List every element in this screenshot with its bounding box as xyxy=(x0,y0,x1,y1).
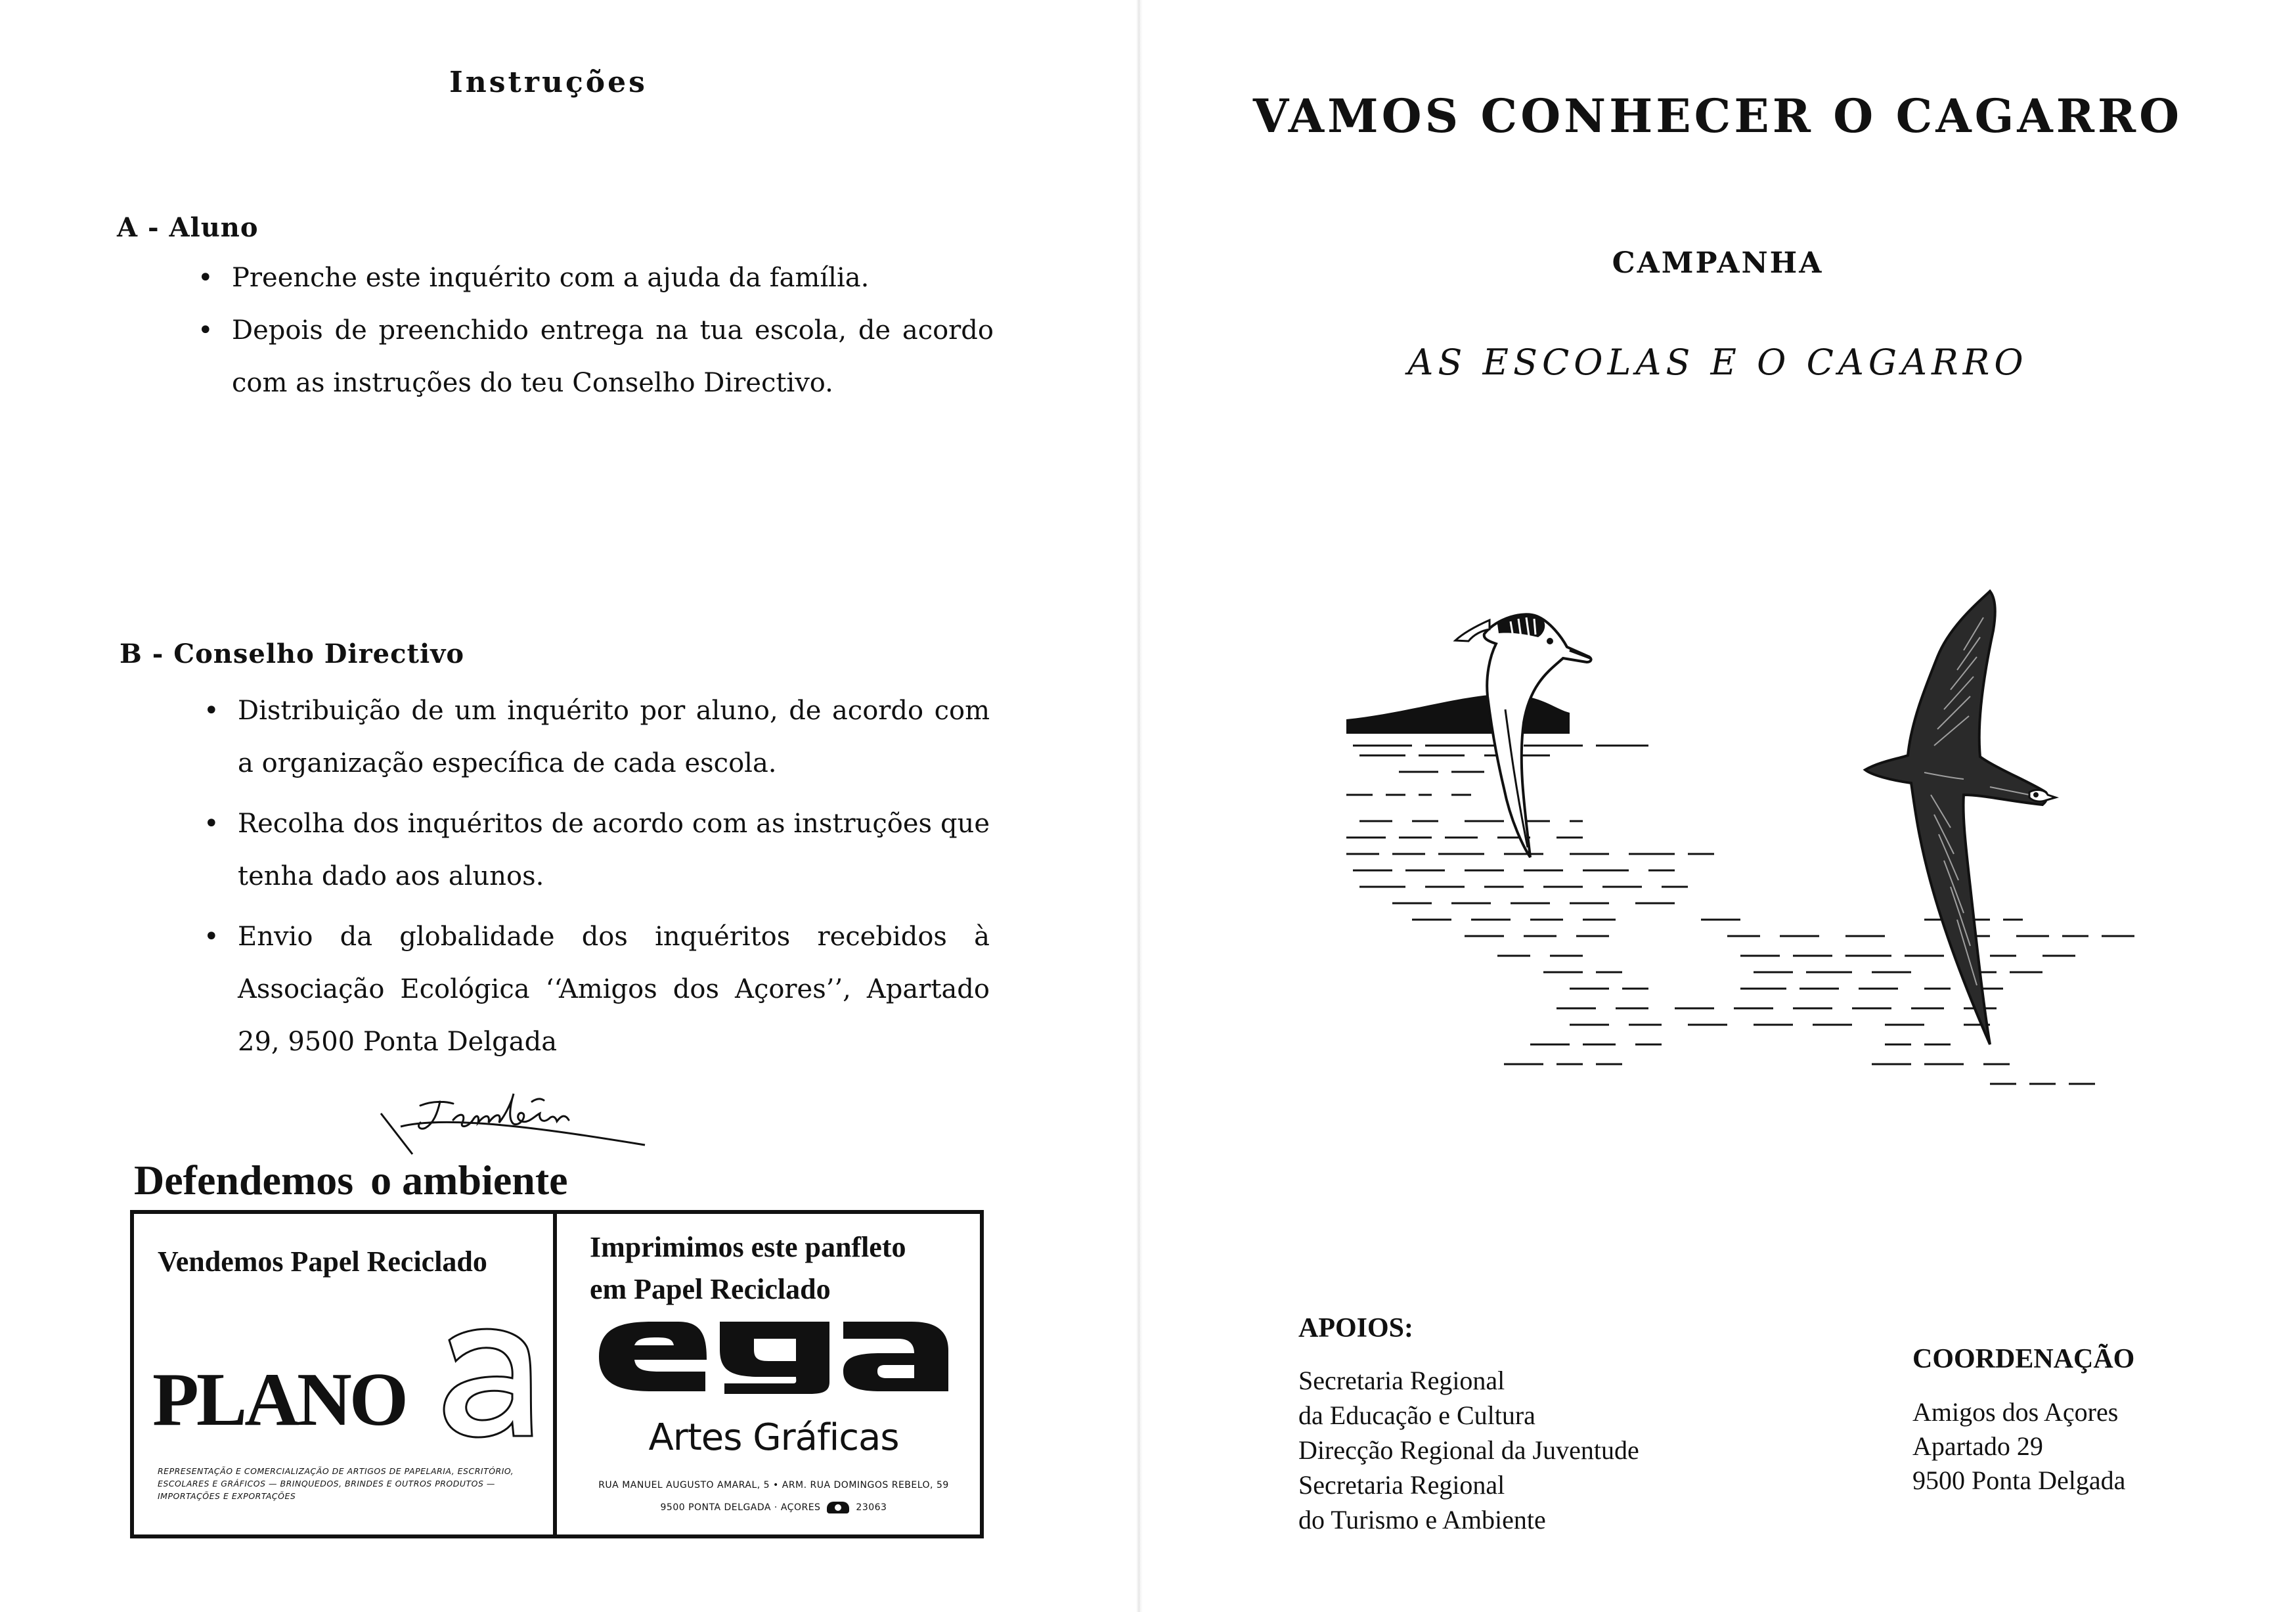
slogan-part2: o ambiente xyxy=(370,1157,568,1203)
ega-logo-letters: ega xyxy=(770,1355,778,1360)
ega-address-line1: RUA MANUEL AUGUSTO AMARAL, 5 • ARM. RUA DOMINGOS REBELO, 59 xyxy=(598,1480,949,1490)
phone-icon xyxy=(827,1502,849,1513)
main-title: VAMOS CONHECER O CAGARRO xyxy=(1252,89,2183,143)
section-a-list xyxy=(232,252,994,409)
section-a-title: A - Aluno xyxy=(117,212,259,243)
campaign-name: AS ESCOLAS E O CAGARRO xyxy=(1407,342,2028,383)
ad-ega-title-line2: em Papel Reciclado xyxy=(590,1273,831,1305)
slogan xyxy=(134,1156,568,1205)
instructions-title: Instruções xyxy=(449,66,648,99)
apoios-line: Secretaria Regional xyxy=(1298,1470,1505,1500)
handwritten-tambem-signature xyxy=(374,1087,650,1159)
plano-a-letter: a xyxy=(486,1387,490,1395)
coordenacao-list xyxy=(1912,1395,2125,1498)
ad-plano-title: Vendemos Papel Reciclado xyxy=(158,1245,487,1278)
ega-address-line2-wrap xyxy=(590,1496,958,1519)
apoios-title: APOIOS: xyxy=(1298,1313,1414,1343)
apoios-line: do Turismo e Ambiente xyxy=(1298,1505,1546,1534)
ega-subtitle: Artes Gráficas xyxy=(648,1416,899,1459)
plano-logo-text: PLANO xyxy=(152,1358,406,1442)
ad-ega-title xyxy=(590,1226,906,1310)
coordenacao-line: Apartado 29 xyxy=(1912,1431,2043,1461)
plano-fine-print: REPRESENTAÇÃO E COMERCIALIZAÇÃO DE ARTIGOS DE PAPELARIA, ESCRITÓRIO, ESCOLARES E GRÁFICOS — BRINQUEDOS, BRINDES E OUTROS PRODUTOS — IMPORTAÇÕES E EXPORTAÇÕES xyxy=(158,1466,514,1501)
slogan-part1: Defendemos xyxy=(134,1157,354,1203)
apoios-line: da Educação e Cultura xyxy=(1298,1400,1535,1430)
section-a-item: • Depois de preenchido entrega na tua escola, de acordo com as instruções do teu Conselho Directivo. xyxy=(232,304,994,409)
section-b-item: • Recolha dos inquéritos de acordo com as instruções que tenha dado aos alunos. xyxy=(238,797,990,903)
section-a-item: • Preenche este inquérito com a ajuda da família. xyxy=(232,252,994,304)
campaign-label: CAMPANHA xyxy=(1612,246,1824,280)
coordenacao-line: Amigos dos Açores xyxy=(1912,1397,2119,1427)
page-fold xyxy=(1136,0,1143,1612)
ega-phone: 23063 xyxy=(856,1502,887,1513)
apoios-list xyxy=(1298,1363,1639,1537)
shearwater-dark xyxy=(1865,591,2056,1044)
coordenacao-line: 9500 Ponta Delgada xyxy=(1912,1466,2126,1495)
section-b-title: B - Conselho Directivo xyxy=(120,638,465,669)
shearwater-illustration xyxy=(1333,578,2174,1202)
section-b-list xyxy=(238,684,990,1068)
coordenacao-title: COORDENAÇÃO xyxy=(1912,1344,2135,1374)
apoios-line: Secretaria Regional xyxy=(1298,1366,1505,1395)
section-b-item: • Distribuição de um inquérito por aluno, de acordo com a organização específica de cada escola. xyxy=(238,684,990,790)
plano-a-logo xyxy=(430,1320,546,1445)
section-b-item: • Envio da globalidade dos inquéritos recebidos à Associação Ecológica ‘‘Amigos dos Açores’’, Apartado 29, 9500 Ponta Delgada xyxy=(238,910,990,1068)
ad-ega-title-line1: Imprimimos este panfleto xyxy=(590,1231,906,1263)
ega-address xyxy=(590,1474,958,1519)
ega-address-line2: 9500 PONTA DELGADA · AÇORES xyxy=(660,1502,821,1513)
ega-logo xyxy=(596,1319,951,1394)
apoios-line: Direcção Regional da Juventude xyxy=(1298,1435,1639,1465)
ad-divider xyxy=(553,1210,557,1538)
